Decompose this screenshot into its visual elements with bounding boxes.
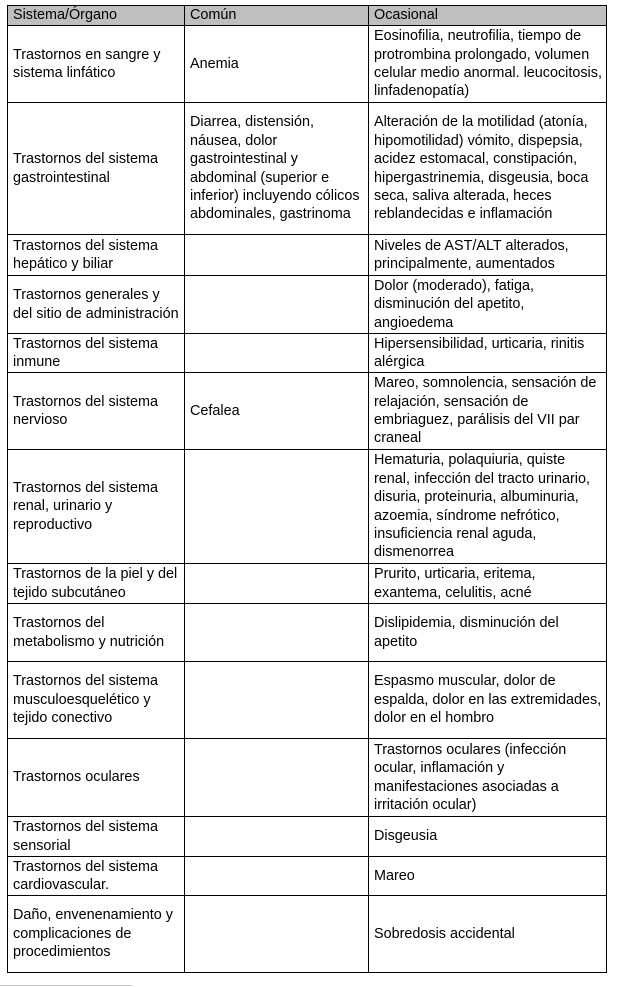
table-row <box>8 103 607 235</box>
header-comun: Común <box>185 6 369 26</box>
table-row <box>8 26 607 103</box>
header-sistema: Sistema/Órgano <box>8 6 185 26</box>
table-row <box>8 817 607 857</box>
cell-sistema: Trastornos generales y del sitio de administración <box>8 276 185 334</box>
table-row <box>8 564 607 604</box>
cell-sistema: Trastornos en sangre y sistema linfático <box>8 26 185 103</box>
table-row <box>8 235 607 276</box>
cell-comun <box>185 896 369 973</box>
cell-ocasional: Eosinofilia, neutrofilia, tiempo de protrombina prolongado, volumen celular medio anormal. leucocitosis, linfadenopatía) <box>369 26 607 103</box>
cell-ocasional: Mareo, somnolencia, sensación de relajación, sensación de embriaguez, parálisis del VII par craneal <box>369 373 607 450</box>
cell-sistema: Trastornos del sistema hepático y biliar <box>8 235 185 276</box>
footnote-divider <box>0 985 132 986</box>
cell-ocasional: Sobredosis accidental <box>369 896 607 973</box>
cell-ocasional: Hematuria, polaquiuria, quiste renal, infección del tracto urinario, disuria, proteinuria, albuminuria, azoemia, síndrome nefrótico, insuficiencia renal aguda, dismenorrea <box>369 450 607 564</box>
cell-ocasional: Prurito, urticaria, eritema, exantema, celulitis, acné <box>369 564 607 604</box>
cell-ocasional: Hipersensibilidad, urticaria, rinitis alérgica <box>369 334 607 373</box>
table-row <box>8 373 607 450</box>
cell-ocasional: Espasmo muscular, dolor de espalda, dolor en las extremidades, dolor en el hombro <box>369 662 607 739</box>
table-row <box>8 662 607 739</box>
cell-sistema: Trastornos de la piel y del tejido subcutáneo <box>8 564 185 604</box>
cell-comun <box>185 739 369 817</box>
cell-comun <box>185 564 369 604</box>
table-row <box>8 604 607 662</box>
cell-ocasional: Alteración de la motilidad (atonía, hipomotilidad) vómito, dispepsia, acidez estomacal, constipación, hipergastrinemia, disgeusia, boca seca, saliva alterada, heces reblandecidas e inflamación <box>369 103 607 235</box>
cell-comun <box>185 235 369 276</box>
cell-sistema: Trastornos del metabolismo y nutrición <box>8 604 185 662</box>
cell-ocasional: Dislipidemia, disminución del apetito <box>369 604 607 662</box>
adverse-effects-table <box>7 5 607 973</box>
cell-sistema: Trastornos del sistema cardiovascular. <box>8 857 185 896</box>
header-ocasional: Ocasional <box>369 6 607 26</box>
cell-comun <box>185 857 369 896</box>
cell-comun <box>185 604 369 662</box>
table-row <box>8 739 607 817</box>
cell-sistema: Trastornos del sistema sensorial <box>8 817 185 857</box>
cell-ocasional: Disgeusia <box>369 817 607 857</box>
cell-comun <box>185 662 369 739</box>
cell-comun <box>185 817 369 857</box>
cell-ocasional: Trastornos oculares (infección ocular, inflamación y manifestaciones asociadas a irritación ocular) <box>369 739 607 817</box>
cell-sistema: Trastornos del sistema gastrointestinal <box>8 103 185 235</box>
table-row <box>8 857 607 896</box>
table-row <box>8 334 607 373</box>
cell-sistema: Trastornos del sistema inmune <box>8 334 185 373</box>
cell-ocasional: Mareo <box>369 857 607 896</box>
cell-ocasional: Niveles de AST/ALT alterados, principalmente, aumentados <box>369 235 607 276</box>
cell-sistema: Trastornos oculares <box>8 739 185 817</box>
cell-sistema: Trastornos del sistema renal, urinario y reproductivo <box>8 450 185 564</box>
table-row <box>8 450 607 564</box>
cell-comun <box>185 334 369 373</box>
cell-comun: Anemia <box>185 26 369 103</box>
cell-comun: Diarrea, distensión, náusea, dolor gastrointestinal y abdominal (superior e inferior) incluyendo cólicos abdominales, gastrinoma <box>185 103 369 235</box>
cell-comun <box>185 450 369 564</box>
cell-sistema: Trastornos del sistema musculoesquelético y tejido conectivo <box>8 662 185 739</box>
table-header-row <box>8 6 607 26</box>
cell-comun <box>185 276 369 334</box>
table-row <box>8 896 607 973</box>
table-row <box>8 276 607 334</box>
cell-comun: Cefalea <box>185 373 369 450</box>
cell-sistema: Trastornos del sistema nervioso <box>8 373 185 450</box>
cell-sistema: Daño, envenenamiento y complicaciones de procedimientos <box>8 896 185 973</box>
cell-ocasional: Dolor (moderado), fatiga, disminución del apetito, angioedema <box>369 276 607 334</box>
